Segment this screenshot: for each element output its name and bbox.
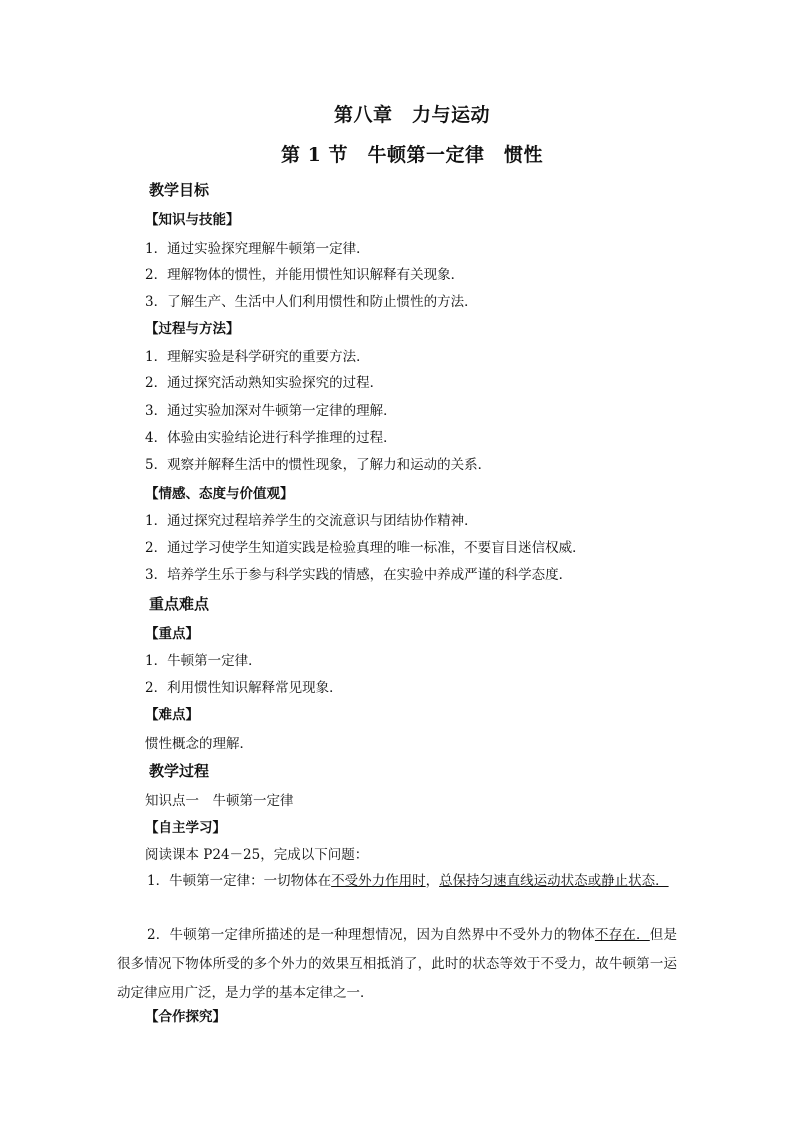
emotion-item: 1．通过探究过程培养学生的交流意识与团结协作精神． [145, 513, 478, 529]
emotion-item: 2．通过学习使学生知道实践是检验真理的唯一标准，不要盲目迷信权威． [145, 540, 586, 556]
knowledge-label: 【知识与技能】 [145, 212, 240, 228]
q2-prefix: 2．牛顿第一定律所描述的是一种理想情况，因为自然界中不受外力的物体 [147, 927, 595, 943]
difficult-text: 惯性概念的理解． [145, 736, 253, 752]
knowledge-item: 1．通过实验探究理解牛顿第一定律． [145, 241, 370, 257]
q1-blank-2a: 总保持匀速直线运动状态或静止状 [439, 873, 642, 889]
key-points-heading: 重点难点 [149, 595, 210, 613]
q2-rest: 但是很多情况下物体所受的多个外力的效果互相抵消了，此时的状态等效于不受力，故牛顿第一运动定律应用广泛，是力学的基本定律之一． [117, 927, 678, 1001]
knowledge-point-title: 知识点一 牛顿第一定律 [145, 793, 294, 809]
process-item: 1．理解实验是科学研究的重要方法． [145, 349, 370, 365]
reading-task: 阅读课本 P24－25，完成以下问题： [145, 847, 369, 863]
key-label: 【重点】 [145, 626, 199, 642]
process-item: 3．通过实验加深对牛顿第一定律的理解． [145, 403, 397, 419]
process-item: 4．体验由实验结论进行科学推理的过程． [145, 430, 397, 446]
q1-blank-2b: 态． [641, 873, 669, 889]
q1-blank-1: 不受外力作用时 [331, 873, 426, 889]
process-item: 2．通过探究活动熟知实验探究的过程． [145, 375, 384, 391]
process-item: 5．观察并解释生活中的惯性现象，了解力和运动的关系． [145, 457, 492, 473]
process-heading: 教学过程 [149, 762, 210, 780]
emotion-label: 【情感、态度与价值观】 [145, 486, 294, 502]
coop-label: 【合作探究】 [145, 1009, 226, 1025]
q1-prefix: 1．牛顿第一定律：一切物体在 [147, 873, 332, 889]
self-study-label: 【自主学习】 [145, 820, 226, 836]
question-2 [117, 921, 677, 1008]
key-item: 1．牛顿第一定律． [145, 653, 262, 669]
knowledge-item: 3．了解生产、生活中人们利用惯性和防止惯性的方法． [145, 294, 478, 310]
question-1 [117, 867, 677, 896]
emotion-item: 3．培养学生乐于参与科学实践的情感，在实验中养成严谨的科学态度． [145, 567, 573, 583]
key-item: 2．利用惯性知识解释常见现象． [145, 680, 343, 696]
q2-blank: 不存在． [594, 927, 650, 943]
objectives-heading: 教学目标 [149, 181, 210, 199]
chapter-title: 第八章 力与运动 [333, 104, 490, 126]
difficult-label: 【难点】 [145, 707, 199, 723]
q1-mid: ， [425, 873, 440, 889]
knowledge-item: 2．理解物体的惯性，并能用惯性知识解释有关现象． [145, 267, 465, 283]
section-title: 第 1 节 牛顿第一定律 惯性 [281, 144, 543, 166]
process-label: 【过程与方法】 [145, 321, 240, 337]
